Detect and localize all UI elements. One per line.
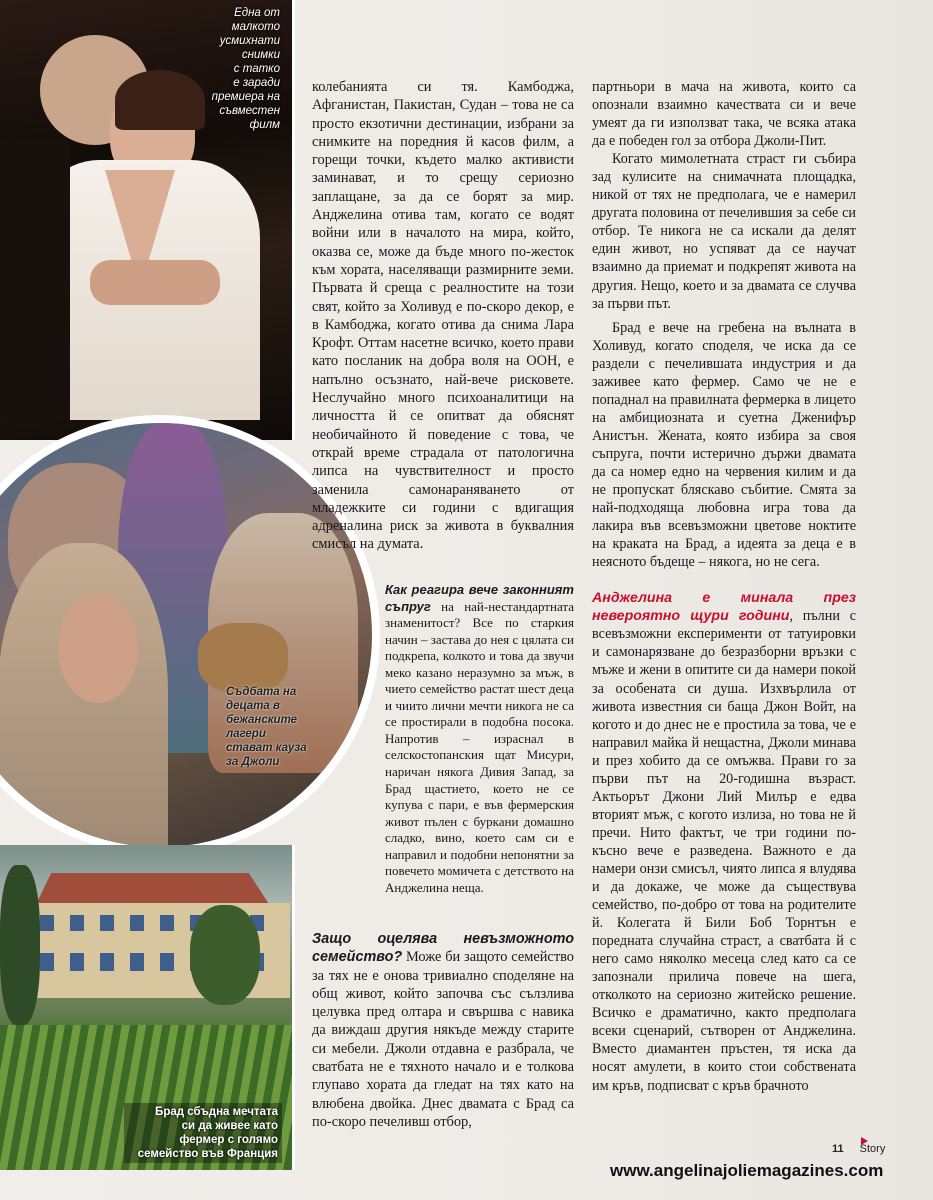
text-column-2 [592,78,856,1095]
subheading: Анджелина е минала през невероятно щури години [592,590,856,625]
page-number: 11 [832,1143,844,1155]
text-column-1-bottom [312,930,574,1131]
subheading: Как реагира вече законният съпруг [385,582,574,614]
text-column-1-wrap [385,582,574,896]
paragraph: партньори в мача на живота, които са опознали взаимно качествата си и вече умеят да ги използват така, че всяка атака да е победен гол за отбора Джоли-Пит. [592,79,856,150]
subheading: Защо оцелява невъзможното семейство? [312,931,574,966]
paragraph: Защо оцелява невъзможното семейство? Може би защото семейство за тях не е онова тривиално споделяне на общ живот, който започва със сълзлива целувка пред олтара и свършва с навика да виждаш другия някъде между старите си мебели. Джоли отдавна е разбрала, че сватбата не е тяхното начало и е толкова глупаво хората да гледат на тях като на влюбена двойка. Днес двамата с Брад са по-скоро печеливш отбор, [312,931,574,1130]
photo-caption-bottom: Брад сбъдна мечтата си да живее като фермер с голямо семейство във Франция [124,1103,282,1163]
paragraph: Как реагира вече законният съпруг на най-нестандартната знаменитост? Все по старкия начин – застава до нея с цялата си подкрепа, колкото и това да звучи меко казано неразумно за мъж, в чието семейство растат шест деца и чиито лични мечти никога не са се простирали в подобна посока. Напротив – израснал в селскостопанския щат Мисури, наричан някога Дивия Запад, за Брад щастието, което не се купува с пари, е във фермерския живот пълен с буркани домашно сладко, вино, което сам си е направил и подобни непонятни за повечето момичета с детството на Анджелина неща. [385,582,574,895]
photo-caption-circle: Съдбата на децата в бежанските лагери стават кауза за Джоли [226,686,307,768]
paragraph: Когато мимолетната страст ги събира зад кулисите на снимачната площадка, никой от тях не предполага, че е намерил другата половина от печелившия за себе си отбор. Те никога не са искали да делят един живот, но успяват да се научат взаимно да приемат и подкрепят живота на другия. Нещо, което и за двамата се случва за първи път. [592,151,856,312]
paragraph: Брад е вече на гребена на вълната в Холивуд, когато споделя, че иска да се раздели с печелившата индустрия и да заживее като фермер. Само че не е попаднал на правилната фермерка в лицето на амбициозната и суетна Дженифър Анистън. Жената, която избира за своя съпруга, почти истерично държи двамата да са номер едно на червения килим и да не пропускат бляскаво събитие. Смята за най-подходяща любовна игра това да лакира във всевъзможни цветове ноктите на краката на Брад, а идеята за деца е в неясното бъдеще – някога, но не сега. [592,319,856,571]
folio [832,1143,885,1155]
magazine-name: Story [859,1143,886,1155]
photo-father-daughter [0,0,295,440]
watermark: www.angelinajoliemagazines.com [610,1161,884,1180]
photo-caption-top: Една от малкото усмихнати снимки с татко е заради премиера на съвместен филм [211,7,280,131]
paragraph: Анджелина е минала през невероятно щури години, пълни с всевъзможни експерименти от татуировки и самонарязване до безразборни връзки с мъже и жени в опитите си да намери покой за особената си душа. Изхвърлила от живота известния си баща Джон Войт, на когото и до днес не е простила за това, че е направил майка й нещастна, Джоли минава и през хобито да се омъжва. Прави го за първи път на 20-годишна възраст. Актьорът Джони Лий Милър е едва вторият мъж, с когото излиза, но това не й пречи. Нито фактът, че три години по-късно вече е разведена. Важното е да намери онзи смисъл, чиято липса я влудява и да докаже, че може да съществува семейство, по-добро от това на родителите й. Колегата й Били Боб Торнтън е поредната случайна страст, а сватбата й с него само няколко месеца след като са се запознали прилича повече на шега, отколкото на сериозно житейско решение. Всичко е драматично, както предполага всеки сценарий, сътворен от Анджелина. Вместо диамантен пръстен, тя иска да носят амулети, в които стои собствената им кръв, подписват с кръв брачното [592,590,856,1094]
photo-chateau [0,845,295,1170]
paragraph: колебанията си тя. Камбоджа, Афганистан, Пакистан, Судан – това не са просто екзотични дестинации, избрани за снимките на поредния й касов филм, а горещи точки, където малко активисти заминават, и то срещу сериозно заплащане, за да се борят за мир. Анджелина отива там, когато се водят войни или в началото на мира, който, оказва се, може да бъде много по-жесток към хората, населяващи размирните земи. Първата й среща с реалностите на този свят, който за Холивуд е по-скоро декор, е в Камбоджа, когато отива да снима Лара Крофт. Оттам насетне всичко, което прави като посланик на добра воля на ООН, е напълно осъзнато, най-вече рисковете. Неслучайно много психоаналитици на личността й се опитват да обяснят необичайното й поведение с това, че открай време страдала от патологична липса на чувствителност и просто заменила самонараняването от младежките си години с вдигащия адреналина риск за живота в буквалния смисъл на думата. [312,79,574,553]
text-column-1 [312,78,574,554]
